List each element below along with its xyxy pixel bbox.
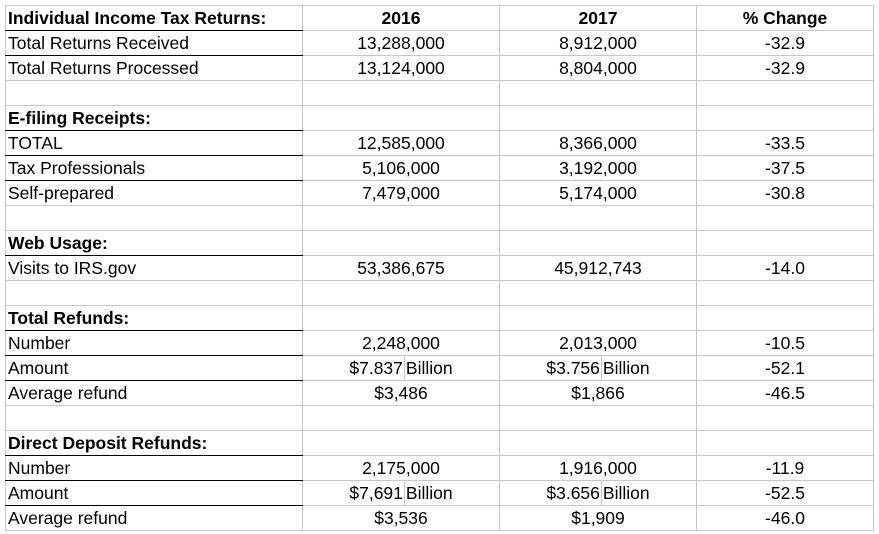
value-2017[interactable]	[500, 206, 697, 231]
row-label[interactable]: Average refund	[6, 506, 303, 531]
value-2016[interactable]: 5,106,000	[303, 156, 500, 181]
section-row	[6, 306, 874, 331]
section-row	[6, 231, 874, 256]
value-2017[interactable]	[500, 406, 697, 431]
table-row	[6, 406, 874, 431]
row-label[interactable]	[6, 81, 303, 106]
value-2016[interactable]: 12,585,000	[303, 131, 500, 156]
tax-returns-table	[5, 5, 874, 531]
value-2017[interactable]	[500, 81, 697, 106]
value-2017[interactable]	[500, 356, 697, 381]
row-label[interactable]: TOTAL	[6, 131, 303, 156]
value-change[interactable]: -33.5	[697, 131, 874, 156]
value-2016[interactable]: 2,248,000	[303, 331, 500, 356]
value-2016[interactable]	[303, 431, 500, 456]
section-row	[6, 431, 874, 456]
amount-cell	[546, 481, 649, 505]
table-row	[6, 131, 874, 156]
value-2017[interactable]: 8,804,000	[500, 56, 697, 81]
amount-unit: Billion	[405, 483, 453, 503]
value-2017[interactable]	[500, 281, 697, 306]
value-change[interactable]	[697, 106, 874, 131]
row-label[interactable]: Total Returns Received	[6, 31, 303, 56]
row-label[interactable]	[6, 406, 303, 431]
table-row	[6, 456, 874, 481]
header-label[interactable]: Individual Income Tax Returns:	[6, 6, 303, 31]
row-label[interactable]: Number	[6, 456, 303, 481]
table-row	[6, 381, 874, 406]
value-2017[interactable]	[500, 106, 697, 131]
value-change[interactable]: -11.9	[697, 456, 874, 481]
section-row	[6, 106, 874, 131]
value-change[interactable]: -10.5	[697, 331, 874, 356]
table-row	[6, 281, 874, 306]
value-2017[interactable]: $1,866	[500, 381, 697, 406]
value-2016[interactable]	[303, 406, 500, 431]
value-2016[interactable]	[303, 356, 500, 381]
value-2016[interactable]: 2,175,000	[303, 456, 500, 481]
header-change[interactable]: % Change	[697, 6, 874, 31]
value-2016[interactable]	[303, 81, 500, 106]
header-2016[interactable]: 2016	[303, 6, 500, 31]
table-row	[6, 156, 874, 181]
amount-unit: Billion	[602, 483, 650, 503]
amount-number: $3.656	[546, 483, 600, 503]
value-change[interactable]: -32.9	[697, 31, 874, 56]
row-label[interactable]: Number	[6, 331, 303, 356]
section-label[interactable]: E-filing Receipts:	[6, 106, 303, 131]
value-change[interactable]: -46.0	[697, 506, 874, 531]
amount-number: $7.837	[349, 358, 403, 378]
value-2016[interactable]: 53,386,675	[303, 256, 500, 281]
amount-cell	[546, 356, 649, 380]
value-2016[interactable]	[303, 481, 500, 506]
value-change[interactable]	[697, 81, 874, 106]
row-label[interactable]: Average refund	[6, 381, 303, 406]
table-row	[6, 481, 874, 506]
value-2016[interactable]	[303, 306, 500, 331]
value-2016[interactable]: $3,536	[303, 506, 500, 531]
row-label[interactable]: Tax Professionals	[6, 156, 303, 181]
table-row	[6, 356, 874, 381]
table-row	[6, 331, 874, 356]
value-2016[interactable]: 13,124,000	[303, 56, 500, 81]
amount-unit: Billion	[602, 358, 650, 378]
header-2017[interactable]: 2017	[500, 6, 697, 31]
value-2017[interactable]: 1,916,000	[500, 456, 697, 481]
table-row	[6, 31, 874, 56]
table-row	[6, 506, 874, 531]
row-label[interactable]	[6, 206, 303, 231]
section-label[interactable]: Web Usage:	[6, 231, 303, 256]
value-2016[interactable]: $3,486	[303, 381, 500, 406]
value-2016[interactable]: 7,479,000	[303, 181, 500, 206]
row-label[interactable]	[6, 281, 303, 306]
value-2017[interactable]	[500, 481, 697, 506]
table-row	[6, 181, 874, 206]
value-2017[interactable]: 8,912,000	[500, 31, 697, 56]
value-2017[interactable]	[500, 431, 697, 456]
value-2017[interactable]: $1,909	[500, 506, 697, 531]
value-2016[interactable]	[303, 281, 500, 306]
value-2017[interactable]: 2,013,000	[500, 331, 697, 356]
value-change[interactable]: -32.9	[697, 56, 874, 81]
value-change[interactable]	[697, 431, 874, 456]
value-change[interactable]	[697, 206, 874, 231]
value-change[interactable]: -46.5	[697, 381, 874, 406]
value-2016[interactable]	[303, 206, 500, 231]
row-label[interactable]: Amount	[6, 481, 303, 506]
value-change[interactable]	[697, 231, 874, 256]
table-row	[6, 256, 874, 281]
section-label[interactable]: Total Refunds:	[6, 306, 303, 331]
value-change[interactable]: -30.8	[697, 181, 874, 206]
row-label[interactable]: Amount	[6, 356, 303, 381]
value-2016[interactable]: 13,288,000	[303, 31, 500, 56]
row-label[interactable]: Self-prepared	[6, 181, 303, 206]
value-2017[interactable]: 5,174,000	[500, 181, 697, 206]
value-2017[interactable]	[500, 231, 697, 256]
amount-number: $3.756	[546, 358, 600, 378]
row-label[interactable]: Visits to IRS.gov	[6, 256, 303, 281]
value-change[interactable]: -52.5	[697, 481, 874, 506]
table-row	[6, 206, 874, 231]
row-label[interactable]: Total Returns Processed	[6, 56, 303, 81]
header-row	[6, 6, 874, 31]
value-2016[interactable]	[303, 231, 500, 256]
value-change[interactable]	[697, 406, 874, 431]
value-2016[interactable]	[303, 106, 500, 131]
value-2017[interactable]	[500, 306, 697, 331]
amount-cell	[349, 356, 452, 380]
value-2017[interactable]: 3,192,000	[500, 156, 697, 181]
table-row	[6, 81, 874, 106]
value-change[interactable]	[697, 306, 874, 331]
value-2017[interactable]: 8,366,000	[500, 131, 697, 156]
value-2017[interactable]: 45,912,743	[500, 256, 697, 281]
value-change[interactable]: -52.1	[697, 356, 874, 381]
value-change[interactable]	[697, 281, 874, 306]
section-label[interactable]: Direct Deposit Refunds:	[6, 431, 303, 456]
table-row	[6, 56, 874, 81]
value-change[interactable]: -14.0	[697, 256, 874, 281]
amount-unit: Billion	[405, 358, 453, 378]
amount-cell	[349, 481, 452, 505]
amount-number: $7,691	[349, 483, 403, 503]
value-change[interactable]: -37.5	[697, 156, 874, 181]
